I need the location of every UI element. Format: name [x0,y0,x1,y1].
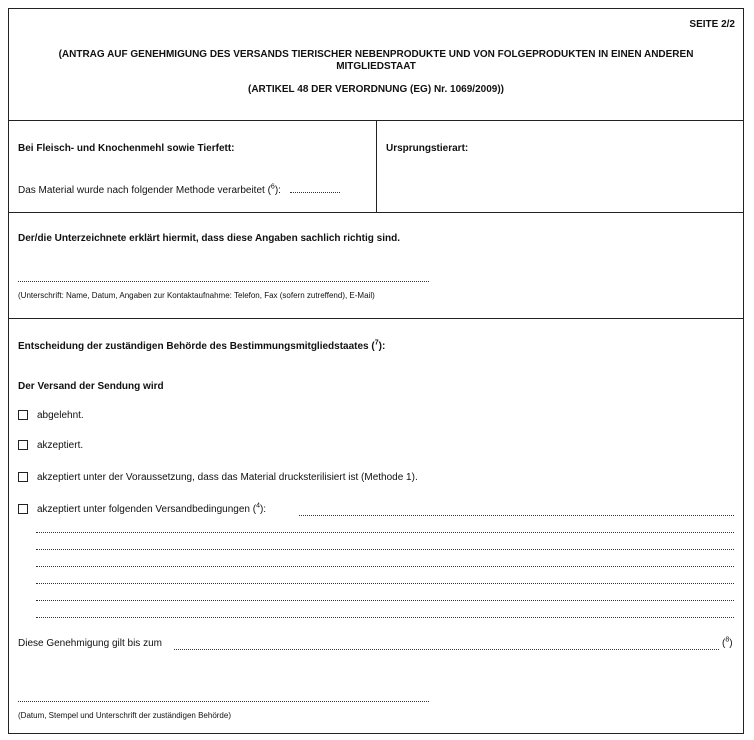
conditions-line-2[interactable] [36,532,734,533]
signature-field[interactable] [18,281,429,282]
method-field[interactable] [290,192,340,193]
conditions-line-6[interactable] [36,600,734,601]
regulation-subtitle: (ARTIKEL 48 DER VERORDNUNG (EG) Nr. 1069/2009)) [248,84,504,95]
decision-footnote: 7 [374,339,379,347]
conditions-footnote: 4 [256,502,260,510]
shipment-label: Der Versand der Sendung wird [18,381,164,392]
checkbox-accepted[interactable] [18,440,28,450]
conditions-line-4[interactable] [36,566,734,567]
method-footnote: 6 [270,183,275,191]
validity-date-field[interactable] [174,649,719,650]
declaration-statement: Der/die Unterzeichnete erklärt hiermit, dass diese Angaben sachlich richtig sind. [18,233,400,244]
title-line-1: (ANTRAG AUF GENEHMIGUNG DES VERSANDS TIERISCHER NEBENPRODUKTE UND VON FOLGEPRODUKTEN IN EINEN ANDEREN [58,49,694,60]
method-line [18,185,340,196]
decision-heading: Entscheidung der zuständigen Behörde des Bestimmungsmitgliedstaates ($^7$): [18,339,386,352]
option-accepted-sterilized-label: akzeptiert unter der Voraussetzung, dass das Material drucksterilisiert ist (Methode 1). [37,472,418,483]
authority-caption: (Datum, Stempel und Unterschrift der zuständigen Behörde) [18,711,231,720]
origin-field[interactable] [377,155,743,212]
checkbox-rejected[interactable] [18,410,28,420]
page-number: SEITE 2/2 [689,19,735,30]
conditions-line-5[interactable] [36,583,734,584]
validity-label: Diese Genehmigung gilt bis zum [18,638,162,649]
material-section [9,121,743,213]
application-form [8,8,744,734]
declaration-section [9,213,743,319]
option-accepted-label: akzeptiert. [37,440,84,451]
method-text: Das Material wurde nach folgender Methode verarbeitet ( [18,185,271,196]
method-suffix: ): [274,185,281,196]
title-line-2: MITGLIEDSTAAT [336,61,416,72]
option-rejected-label: abgelehnt. [37,410,84,421]
signature-caption: (Unterschrift: Name, Datum, Angaben zur Kontaktaufnahme: Telefon, Fax (sofern zutreffend), E-Mail) [18,291,375,300]
checkbox-accepted-sterilized[interactable] [18,472,28,482]
conditions-line-1[interactable] [299,515,734,516]
conditions-line-3[interactable] [36,549,734,550]
authority-signature-field[interactable] [18,701,429,702]
decision-section [9,319,743,733]
header-section [9,9,743,121]
validity-footnote: ($^8$) [722,636,733,649]
origin-label: Ursprungstierart: [386,143,469,154]
material-heading: Bei Fleisch- und Knochenmehl sowie Tierfett: [18,143,235,154]
option-accepted-conditions-label: akzeptiert unter folgenden Versandbedingungen ($^4$): [37,502,267,515]
checkbox-accepted-conditions[interactable] [18,504,28,514]
conditions-line-7[interactable] [36,617,734,618]
